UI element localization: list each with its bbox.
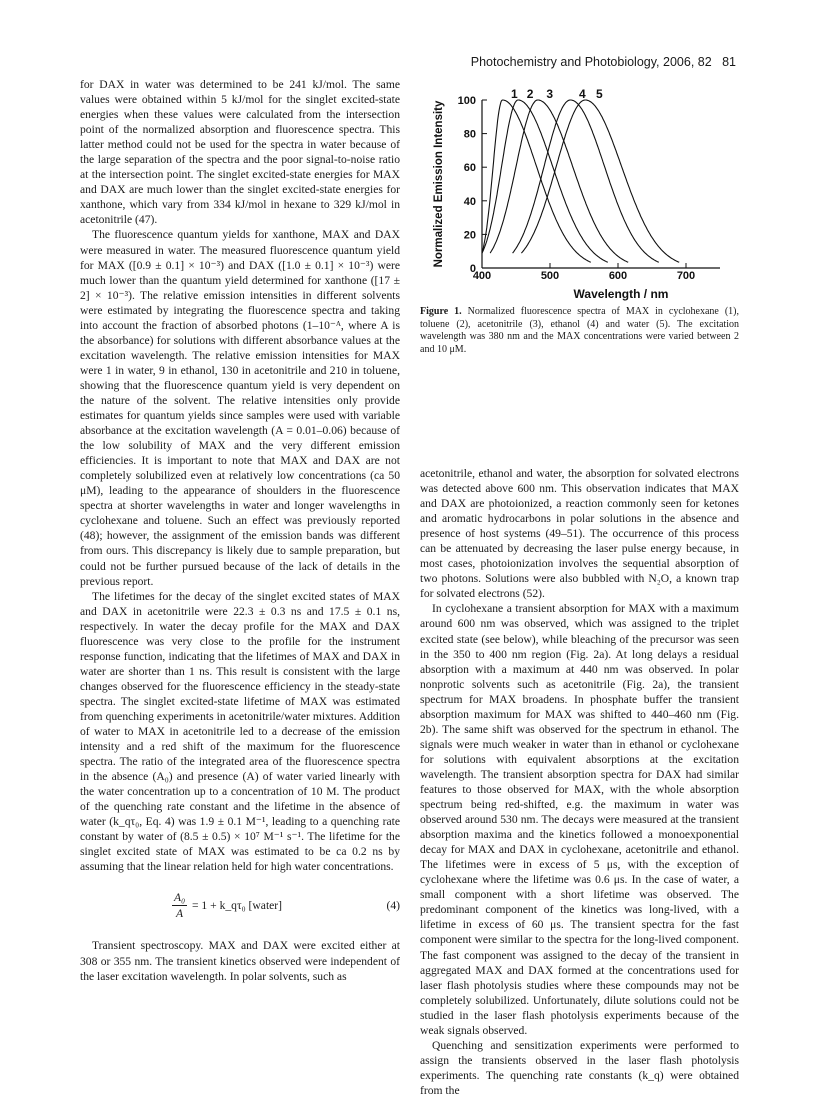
running-header [471,55,736,69]
x-tick-label: 400 [472,270,492,282]
y-tick-label: 100 [457,95,476,107]
paragraph: The fluorescence quantum yields for xanthone, MAX and DAX were measured in water. The measured fluorescence quantum yield for MAX ([0.9 ± 0.1] × 10⁻³) and DAX ([1.0 ± 0.1] × 10⁻³) were much lower than the quantum yield determined for xanthone ([17 ± 2] × 10⁻³). The relative emission intensities in different solvents were estimated by integrating the fluorescence spectra and taking into account the fraction of absorbed photons (1–10⁻ᴬ, where A is the absorbance) for solutions with different absorbance values at the excitation wavelength. The relative emission intensities for MAX were 1 in water, 9 in ethanol, 130 in acetonitrile and 210 in toluene, showing that the fluorescence quantum yield is very dependent on the nature of the solvent. The relative intensities only provide estimates for quantum yields since samples were used with variable absorbance at the excitation wavelength (A = 0.01–0.06) because of the low solubility of MAX and the very different emission efficiencies. It is important to note that MAX and DAX are not completely solubilized even at relatively low concentrations (ca 50 μM), leading to the appearance of shoulders in the fluorescence spectra at shorter wavelengths in water and longer wavelengths in cyclohexane and toluene. Such an effect was previously reported (48); however, the assignment of the emission bands was different from ours. This discrepancy is likely due to sample preparation, but could not be further pursued because of the lack of details in the previous report. [80,228,400,588]
chart-axes [482,100,720,268]
paragraph: In cyclohexane a transient absorption for MAX with a maximum around 600 nm was observed, which was assigned to the triplet excited state (see below), while bleaching of the precursor was seen in the 350 to 400 nm region (Fig. 2a). At long delays a residual absorption with a maximum at 440 nm was observed. In polar nonprotic solvents such as acetonitrile (Fig. 2a), the transient spectrum for MAX broadens. In phosphate buffer the transient absorption maximum for MAX was shifted to 440–460 nm (Fig. 2b). The same shift was observed for the spectrum in ethanol. The signals were much weaker in water than in ethanol or cyclohexane for solutions with equivalent absorptions at the excitation wavelength. The transient absorption spectra for DAX had similar features to those observed for MAX, with the whole absorption spectrum being red-shifted, e.g. the maximum in water was observed around 530 nm. The decays were measured at the transient absorption maxima and the kinetics followed a monoexponential decay for MAX and DAX in cyclohexane, acetonitrile and ethanol. The lifetimes were in excess of 5 μs, with the exception of cyclohexane where the lifetime was 0.6 μs. In the case of water, a small component with a short lifetime was observed. The predominant component of the kinetics was long-lived, with a lifetime in excess of 60 μs. The transient spectra for the fast component were similar to the spectra for the long-lived component. The fast component was assigned to the decay of the transient in aggregated MAX and DAX formed at the concentrations used for laser flash photolysis studies where these compounds may not be completely solubilized. Unfortunately, dilute solutions could not be studied in the laser flash photolysis experiments because of the weak signals observed. [420,602,739,1037]
y-tick-label: 40 [463,195,476,208]
figure-1-chart [420,82,739,306]
caption-label: Figure 1. [420,306,462,317]
x-tick-label: 700 [676,270,696,282]
y-tick-label: 80 [463,128,476,141]
y-tick-label: 20 [463,229,476,242]
equation-rhs: = 1 + k_qτ₀ [water] [192,899,283,913]
curve-label-3: 3 [546,87,554,101]
curve-label-2: 2 [526,87,534,101]
paragraph: acetonitrile, ethanol and water, the absorption for solvated electrons was detected above 600 nm. This observation indicates that MAX and DAX are photoionized, a reaction commonly seen for ketones and aromatic hydrocarbons in polar solutions in the absence and presence of host systems (49–51). The occurrence of this process can be attenuated by decreasing the laser pulse energy because, in most cases, photoionization involves the sequential absorption of two photons. Solutions were also bubbled with N₂O, a known trap for solvated electrons (52). [420,467,739,601]
paragraph: for DAX in water was determined to be 241 kJ/mol. The same values were obtained within 5 kJ/mol for the singlet excited-state energies when these values were calculated from the intersection point of the normalized absorption and fluorescence spectra. This latter method could not be used for the spectra in water because of the large separation of the spectra and the poor signal-to-noise ratio at the intersection point. The singlet excited-state energies for MAX and DAX are much lower than the singlet excited-state energies for xanthone, which vary from 334 kJ/mol in hexane to 329 kJ/mol in acetonitrile (47). [80,78,400,227]
equation-fraction [172,890,187,921]
paragraph: Transient spectroscopy. MAX and DAX were excited either at 308 or 355 nm. The transient kinetics observed were independent of the laser excitation wavelength. In polar solvents, such as [80,939,400,983]
equation-number: (4) [386,899,400,913]
x-axis-label: Wavelength / nm [573,287,669,301]
equation-denominator: A [176,907,184,921]
x-tick-label: 600 [608,270,628,282]
equation-numerator: A₀ [174,891,186,905]
paragraph: Quenching and sensitization experiments were performed to assign the transients observed in the laser flash photolysis experiments. The quenching rate constants (k_q) were obtained from the [420,1038,739,1097]
spectrum-curve-3 [490,100,628,262]
spectrum-curve-5 [521,100,679,262]
journal-citation: Photochemistry and Photobiology, 2006, 82 [470,55,712,69]
spectrum-curve-4 [513,100,659,262]
paragraph: The lifetimes for the decay of the singlet excited states of MAX and DAX in acetonitrile were 22.3 ± 0.3 ns and 17.5 ± 0.1 ns, respectively. In water the decay profile for the MAX and DAX fluorescence was very close to the profile for the instrument response function, indicating that the lifetimes of MAX and DAX in water are shorter than 1 ns. This result is consistent with the large changes observed for the fluorescence efficiency in the steady-state spectra. The singlet excited-state lifetime of MAX was estimated from quenching experiments in acetonitrile/water mixtures. Addition of water to MAX in acetonitrile led to a decrease of the emission intensity and a red shift of the maximum for the fluorescence spectra. The ratio of the integrated area of the fluorescence spectra in the absence (A₀) and presence (A) of water varied linearly with the water concentration up to a concentration of 10 M. The product of the quenching rate constant and the lifetime in the absence of water (k_qτ₀, Eq. 4) was 1.9 ± 0.1 M⁻¹, leading to a quenching rate constant by water of (8.5 ± 0.5) × 10⁷ M⁻¹ s⁻¹. The lifetime for the singlet excited state of MAX was estimated to be ca 0.2 ns by assuming that the linear relation held for high water concentrations. [80,589,400,874]
y-tick-label: 0 [469,263,476,275]
left-column [80,77,400,984]
spectrum-curve-1 [482,100,591,262]
right-column [420,466,739,1098]
curve-label-4: 4 [579,87,586,101]
chart-labels [433,87,695,301]
x-tick-label: 500 [540,270,560,282]
curve-label-1: 1 [511,87,518,101]
equation-4 [80,890,400,924]
emission-spectra-chart [420,82,739,306]
figure-caption [420,306,739,356]
page-number: 81 [722,55,736,69]
y-axis-label: Normalized Emission Intensity [433,100,445,268]
caption-text: Normalized fluorescence spectra of MAX in cyclohexane (1), toluene (2), acetonitrile (3), ethanol (4) and water (5). The excitation wavelength was 380 nm and the MAX concentrations were varied between 2 and 10 μM. [420,306,739,355]
chart-curves [482,100,679,262]
curve-label-5: 5 [596,87,603,101]
y-tick-label: 60 [463,162,476,175]
